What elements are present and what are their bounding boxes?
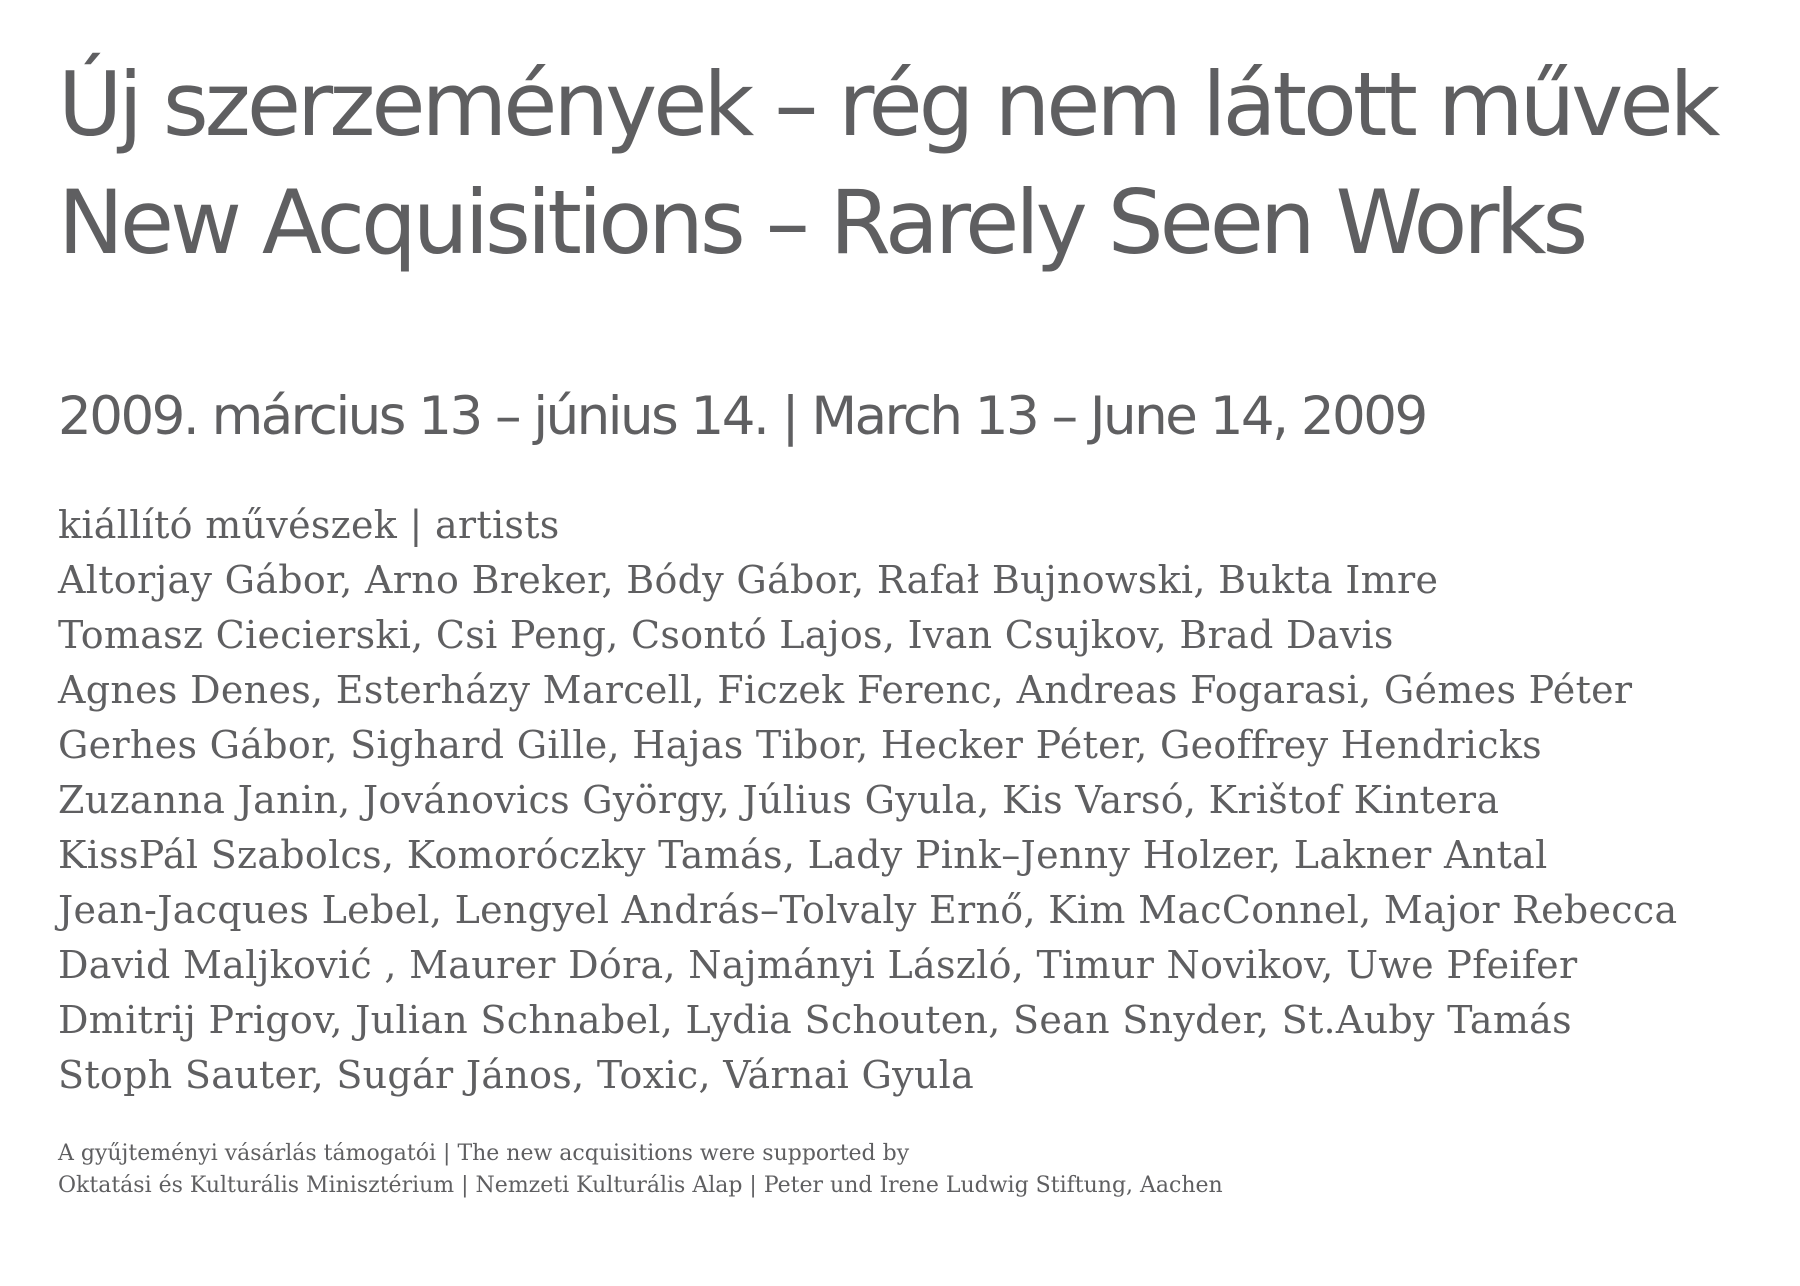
artist-line: Gerhes Gábor, Sighard Gille, Hajas Tibor, Hecker Péter, Geoffrey Hendricks (58, 723, 1542, 767)
support-line-sponsors: Oktatási és Kulturális Minisztérium | Nemzeti Kulturális Alap | Peter und Irene Ludwig Stiftung, Aachen (58, 1173, 1223, 1198)
exhibition-dates: 2009. március 13 – június 14. | March 13 – June 14, 2009 (58, 386, 1426, 447)
artist-line: David Maljković , Maurer Dóra, Najmányi László, Timur Novikov, Uwe Pfeifer (58, 943, 1578, 987)
artist-line: Agnes Denes, Esterházy Marcell, Ficzek Ferenc, Andreas Fogarasi, Gémes Péter (58, 668, 1633, 712)
artist-line: Dmitrij Prigov, Julian Schnabel, Lydia Schouten, Sean Snyder, St.Auby Tamás (58, 998, 1572, 1042)
artist-line: KissPál Szabolcs, Komoróczky Tamás, Lady Pink–Jenny Holzer, Lakner Antal (58, 833, 1548, 877)
title-english: New Acquisitions – Rarely Seen Works (58, 171, 1585, 274)
title-hungarian: Új szerzemények – rég nem látott művek (58, 53, 1717, 156)
artists-heading: kiállító művészek | artists (58, 503, 560, 547)
support-credits (58, 1138, 1223, 1202)
artist-line: Zuzanna Janin, Jovánovics György, Július Gyula, Kis Varsó, Krištof Kintera (58, 778, 1500, 822)
artist-line: Stoph Sauter, Sugár János, Toxic, Várnai Gyula (58, 1053, 975, 1097)
support-line-sponsors-intro: A gyűjteményi vásárlás támogatói | The new acquisitions were supported by (58, 1141, 910, 1166)
artists-list (58, 498, 1677, 1103)
artist-line: Altorjay Gábor, Arno Breker, Bódy Gábor, Rafał Bujnowski, Bukta Imre (58, 558, 1439, 602)
artist-line: Tomasz Ciecierski, Csi Peng, Csontó Lajos, Ivan Csujkov, Brad Davis (58, 613, 1394, 657)
title-block (58, 46, 1778, 282)
artist-line: Jean-Jacques Lebel, Lengyel András–Tolvaly Ernő, Kim MacConnel, Major Rebecca (58, 888, 1678, 932)
